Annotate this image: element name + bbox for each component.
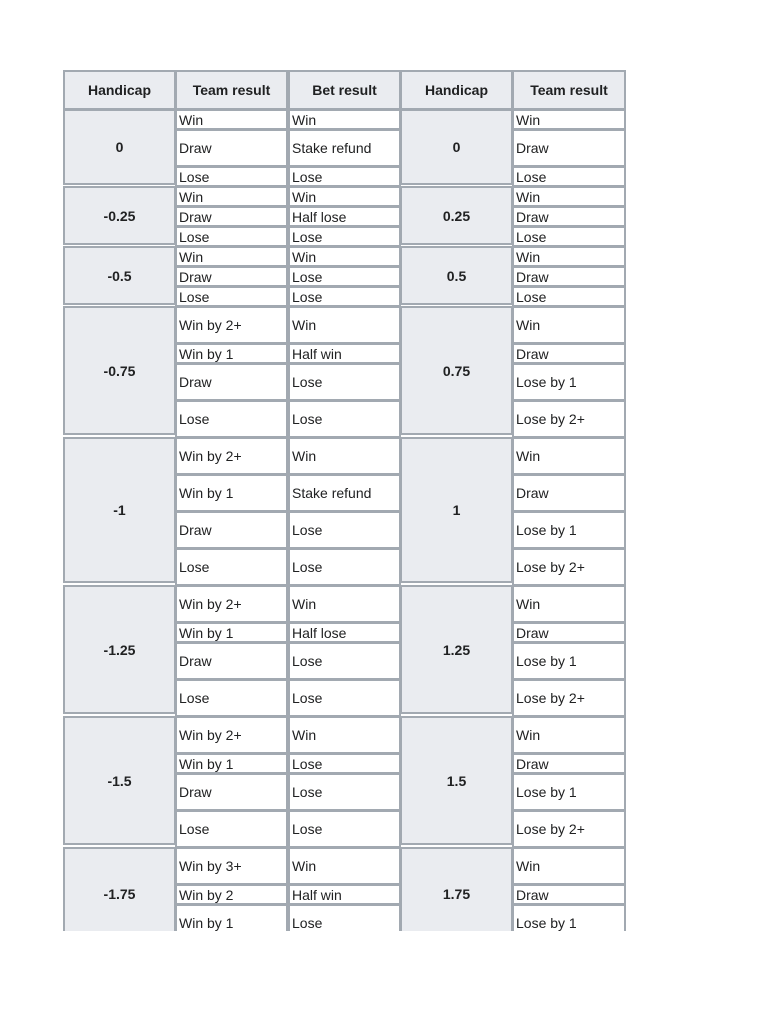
opposite-handicap-cell: 1.75: [400, 847, 513, 931]
handicap-cell: -1: [63, 437, 176, 583]
opposite-team-result-cell: Draw: [512, 884, 626, 905]
bet-result-cell: Lose: [288, 753, 401, 774]
opposite-team-result-cell: Lose by 1: [512, 773, 626, 811]
opposite-team-result-cell: Lose by 1: [512, 642, 626, 680]
column-header: Team result: [175, 70, 288, 110]
opposite-handicap-cell: 0.75: [400, 306, 513, 435]
opposite-team-result-cell: Draw: [512, 622, 626, 643]
opposite-team-result-cell: Win: [512, 306, 626, 344]
bet-result-cell: Win: [288, 246, 401, 267]
opposite-handicap-cell: 0.5: [400, 246, 513, 305]
bet-result-cell: Half lose: [288, 206, 401, 227]
opposite-team-result-cell: Win: [512, 585, 626, 623]
opposite-team-result-cell: Lose by 1: [512, 904, 626, 931]
opposite-handicap-cell: 1.5: [400, 716, 513, 845]
bet-result-cell: Lose: [288, 286, 401, 307]
team-result-cell: Win by 1: [175, 622, 288, 643]
bet-result-cell: Lose: [288, 266, 401, 287]
opposite-handicap-cell: 1: [400, 437, 513, 583]
team-result-cell: Lose: [175, 226, 288, 247]
opposite-team-result-cell: Lose by 2+: [512, 810, 626, 848]
bet-result-cell: Lose: [288, 810, 401, 848]
opposite-team-result-cell: Draw: [512, 474, 626, 512]
bet-result-cell: Win: [288, 109, 401, 130]
team-result-cell: Win by 2: [175, 884, 288, 905]
team-result-cell: Win: [175, 186, 288, 207]
team-result-cell: Win by 3+: [175, 847, 288, 885]
handicap-table: [63, 70, 626, 931]
opposite-team-result-cell: Win: [512, 847, 626, 885]
opposite-team-result-cell: Lose: [512, 166, 626, 187]
team-result-cell: Win: [175, 246, 288, 267]
team-result-cell: Lose: [175, 548, 288, 586]
bet-result-cell: Win: [288, 437, 401, 475]
handicap-cell: -0.25: [63, 186, 176, 245]
opposite-team-result-cell: Lose by 1: [512, 363, 626, 401]
opposite-team-result-cell: Win: [512, 246, 626, 267]
opposite-handicap-cell: 0.25: [400, 186, 513, 245]
bet-result-cell: Win: [288, 716, 401, 754]
column-header: Team result: [512, 70, 626, 110]
bet-result-cell: Half lose: [288, 622, 401, 643]
team-result-cell: Win by 2+: [175, 437, 288, 475]
bet-result-cell: Lose: [288, 904, 401, 931]
column-header: Handicap: [400, 70, 513, 110]
team-result-cell: Win by 1: [175, 343, 288, 364]
opposite-team-result-cell: Lose: [512, 286, 626, 307]
team-result-cell: Draw: [175, 511, 288, 549]
team-result-cell: Lose: [175, 166, 288, 187]
bet-result-cell: Stake refund: [288, 474, 401, 512]
handicap-cell: -0.75: [63, 306, 176, 435]
opposite-team-result-cell: Lose by 1: [512, 511, 626, 549]
bet-result-cell: Lose: [288, 773, 401, 811]
bet-result-cell: Lose: [288, 642, 401, 680]
bet-result-cell: Half win: [288, 884, 401, 905]
opposite-team-result-cell: Draw: [512, 343, 626, 364]
bet-result-cell: Lose: [288, 400, 401, 438]
handicap-cell: -1.5: [63, 716, 176, 845]
bet-result-cell: Lose: [288, 511, 401, 549]
opposite-team-result-cell: Lose by 2+: [512, 400, 626, 438]
opposite-team-result-cell: Lose by 2+: [512, 679, 626, 717]
team-result-cell: Win by 1: [175, 474, 288, 512]
team-result-cell: Win: [175, 109, 288, 130]
opposite-team-result-cell: Win: [512, 716, 626, 754]
bet-result-cell: Stake refund: [288, 129, 401, 167]
opposite-team-result-cell: Draw: [512, 753, 626, 774]
team-result-cell: Draw: [175, 129, 288, 167]
bet-result-cell: Lose: [288, 548, 401, 586]
team-result-cell: Win by 2+: [175, 585, 288, 623]
opposite-handicap-cell: 0: [400, 109, 513, 185]
opposite-team-result-cell: Draw: [512, 206, 626, 227]
team-result-cell: Draw: [175, 266, 288, 287]
team-result-cell: Draw: [175, 206, 288, 227]
team-result-cell: Lose: [175, 679, 288, 717]
opposite-team-result-cell: Lose: [512, 226, 626, 247]
opposite-team-result-cell: Draw: [512, 266, 626, 287]
bet-result-cell: Half win: [288, 343, 401, 364]
team-result-cell: Draw: [175, 363, 288, 401]
team-result-cell: Draw: [175, 642, 288, 680]
team-result-cell: Draw: [175, 773, 288, 811]
column-header: Handicap: [63, 70, 176, 110]
team-result-cell: Lose: [175, 810, 288, 848]
opposite-team-result-cell: Draw: [512, 129, 626, 167]
bet-result-cell: Win: [288, 585, 401, 623]
team-result-cell: Win by 2+: [175, 716, 288, 754]
team-result-cell: Lose: [175, 286, 288, 307]
bet-result-cell: Win: [288, 847, 401, 885]
team-result-cell: Win by 1: [175, 753, 288, 774]
opposite-team-result-cell: Win: [512, 437, 626, 475]
bet-result-cell: Lose: [288, 166, 401, 187]
team-result-cell: Win by 2+: [175, 306, 288, 344]
opposite-team-result-cell: Win: [512, 109, 626, 130]
bet-result-cell: Lose: [288, 363, 401, 401]
opposite-team-result-cell: Lose by 2+: [512, 548, 626, 586]
bet-result-cell: Lose: [288, 226, 401, 247]
bet-result-cell: Win: [288, 306, 401, 344]
handicap-cell: -1.75: [63, 847, 176, 931]
column-header: Bet result: [288, 70, 401, 110]
team-result-cell: Win by 1: [175, 904, 288, 931]
handicap-cell: 0: [63, 109, 176, 185]
opposite-team-result-cell: Win: [512, 186, 626, 207]
handicap-cell: -0.5: [63, 246, 176, 305]
bet-result-cell: Lose: [288, 679, 401, 717]
bet-result-cell: Win: [288, 186, 401, 207]
handicap-cell: -1.25: [63, 585, 176, 714]
opposite-handicap-cell: 1.25: [400, 585, 513, 714]
team-result-cell: Lose: [175, 400, 288, 438]
